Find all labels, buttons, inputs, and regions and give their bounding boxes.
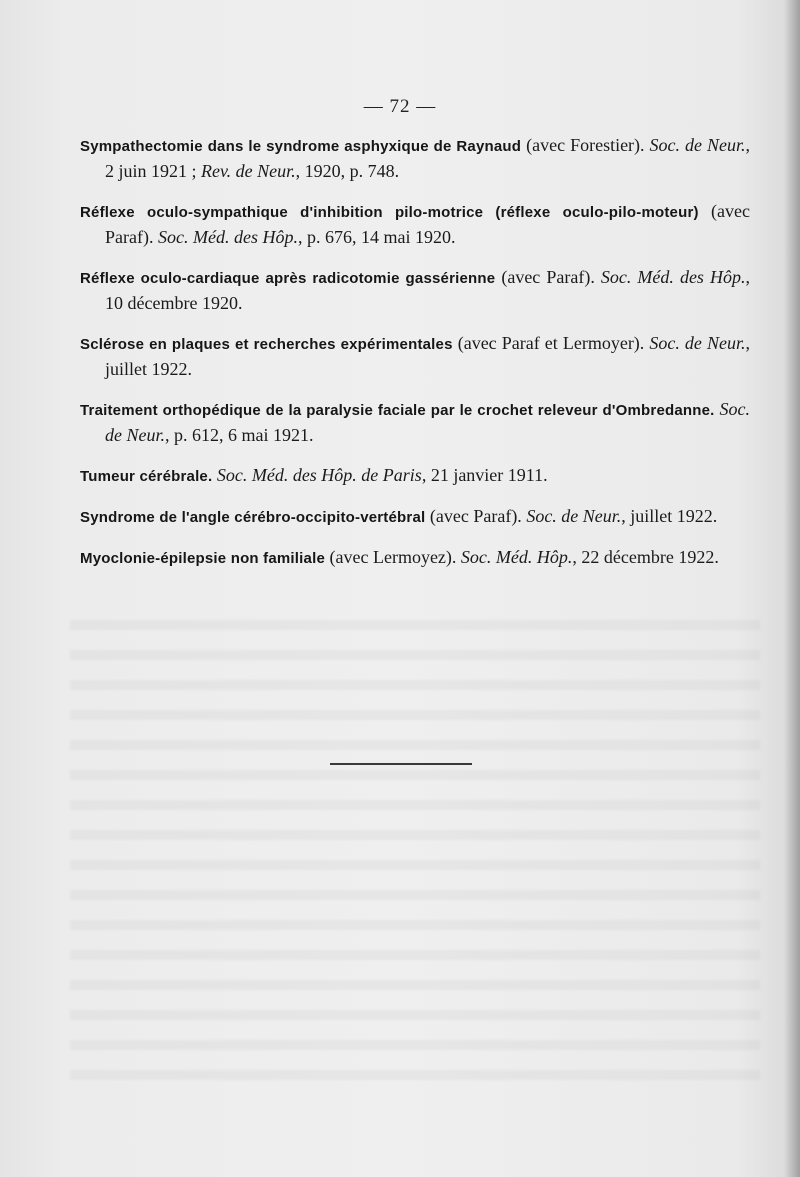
entry-journal: Soc. Méd. des Hôp. — [157, 227, 298, 247]
bibliography-entry — [80, 463, 750, 489]
entry-text: (avec Lermoyez). — [325, 547, 461, 567]
entry-title: Tumeur cérébrale. — [80, 468, 213, 485]
entry-text: , juillet 1922. — [105, 333, 750, 379]
entry-title: Syndrome de l'angle cérébro-occipito-vertébral — [80, 509, 426, 526]
show-through-text — [70, 600, 760, 1080]
bibliography-entry — [80, 133, 750, 184]
section-divider — [330, 763, 472, 765]
entry-text: , 22 décembre 1922. — [572, 547, 719, 567]
entry-journal: Soc. Méd. des Hôp. de Paris — [216, 465, 422, 485]
entry-title: Réflexe oculo-sympathique d'inhibition pilo-motrice (réflexe oculo-pilo-moteur) — [80, 204, 699, 221]
entry-text: (avec Paraf). — [105, 201, 751, 247]
entry-journal: Soc. de Neur. — [526, 506, 622, 526]
entry-text: , juillet 1922. — [621, 506, 718, 526]
bibliography-entry — [80, 265, 750, 316]
entry-journal: Soc. Méd. Hôp. — [460, 547, 573, 567]
entry-title: Réflexe oculo-cardiaque après radicotomie gassérienne — [80, 270, 496, 287]
entry-text: (avec Paraf). — [495, 267, 601, 287]
entry-text: (avec Paraf). — [425, 506, 527, 526]
entry-text: , 1920, p. 748. — [295, 161, 400, 181]
entry-journal: Soc. de Neur. — [649, 135, 746, 155]
entry-title: Traitement orthopédique de la paralysie faciale par le crochet releveur d'Ombredanne. — [80, 402, 715, 419]
entry-text: , p. 612, 6 mai 1921. — [165, 425, 314, 445]
page-edge-shadow — [784, 0, 800, 1177]
entry-title: Myoclonie-épilepsie non familiale — [80, 550, 325, 567]
entry-journal: Rev. de Neur. — [201, 161, 296, 181]
bibliography-entry — [80, 331, 750, 382]
bibliography-entry — [80, 545, 750, 571]
bibliography-entry — [80, 397, 750, 448]
entry-text: , 2 juin 1921 ; — [105, 135, 750, 181]
entry-journal: Soc. de Neur. — [649, 333, 746, 353]
entry-journal: Soc. Méd. des Hôp. — [600, 267, 746, 287]
entry-text: , 21 janvier 1911. — [421, 465, 548, 485]
entry-text: , 10 décembre 1920. — [105, 267, 750, 313]
bibliography-entry — [80, 199, 750, 250]
entry-text: , p. 676, 14 mai 1920. — [297, 227, 456, 247]
entry-title: Sclérose en plaques et recherches expérimentales — [80, 336, 453, 353]
entry-title: Sympathectomie dans le syndrome asphyxique de Raynaud — [80, 138, 522, 155]
entry-journal: Soc. de Neur. — [105, 399, 750, 445]
bibliography-list — [80, 133, 750, 586]
entry-text: (avec Forestier). — [521, 135, 650, 155]
entry-text: (avec Paraf et Lermoyer). — [452, 333, 650, 353]
bibliography-entry — [80, 504, 750, 530]
page-number: — 72 — — [363, 96, 437, 117]
